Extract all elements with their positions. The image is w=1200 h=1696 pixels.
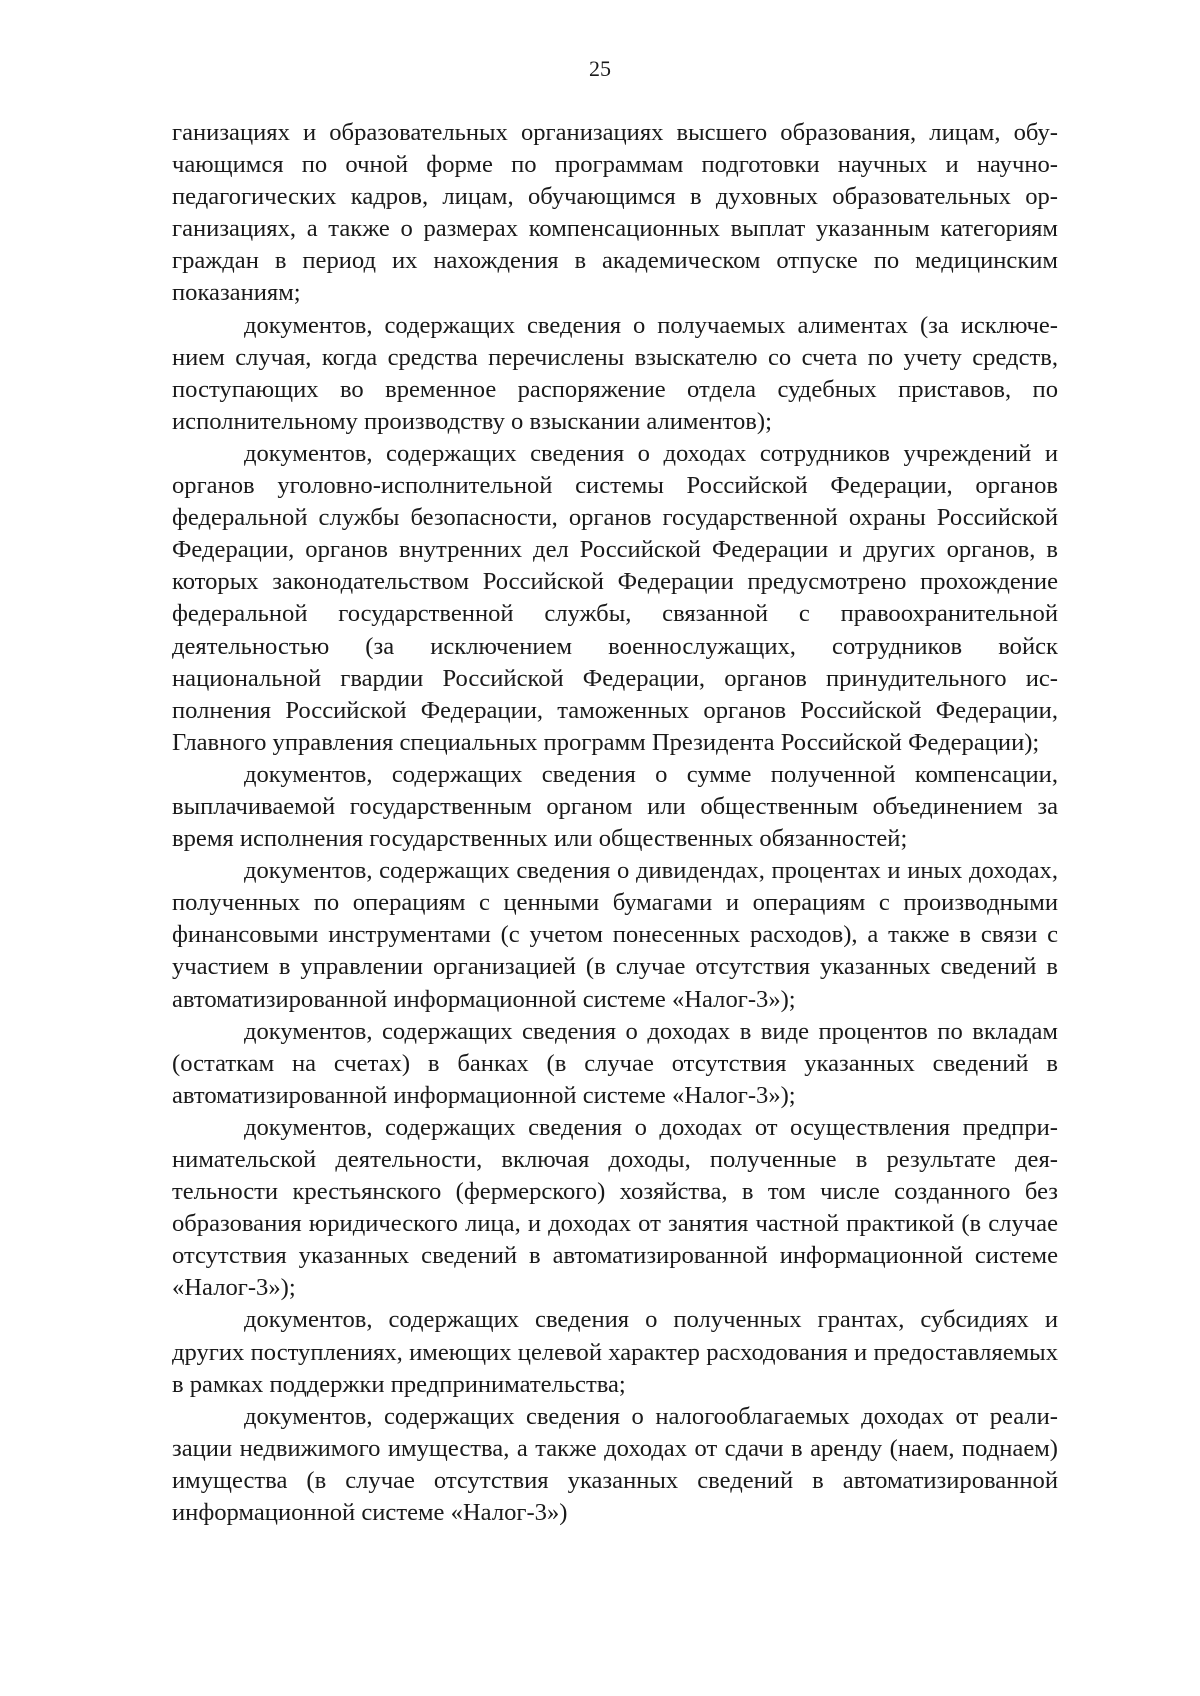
paragraph-deposit-interest: документов, содержащих сведения о доходах в виде процентов по вкладам (остаткам на счетах) в банках (в случае отсутствия указанных сведений в автоматизированной информационной системе «Налог-3»); xyxy=(172,1017,1058,1109)
paragraph-law-enforcement-income: документов, содержащих сведения о доходах сотрудников учреждений и органов уголовно-исполнительной системы Российской Федерации, органов федеральной службы безопасности, органов государственной охраны Российской Федерации, органов внутренних дел Российской Федерации и других органов, в которых законодательством Российской Федерации предусмотрено прохождение федеральной государственной службы, связанной с правоохранительной деятельностью (за исключением военнослужащих, сотрудников войск национальной гвардии Российской Федерации, органов принудительного исполнения Российской Федерации, таможенных органов Российской Федерации, Главного управления специальных программ Президента Российской Федерации); xyxy=(172,439,1058,756)
paragraph-continuation: ганизациях и образовательных организациях высшего образования, лицам, обучающимся по очной форме по программам подготовки научных и научно-педагогических кадров, лицам, обучающимся в духовных образовательных организациях, а также о размерах компенсационных выплат указанным категориям граждан в период их нахождения в академическом отпуске по медицинским показаниям; xyxy=(172,119,1058,307)
paragraph-grants: документов, содержащих сведения о полученных грантах, субсидиях и других поступлениях, имеющих целевой характер расходования и предоставляемых в рамках поддержки предпринимательства; xyxy=(172,1306,1058,1398)
paragraph-compensation: документов, содержащих сведения о сумме полученной компенсации, выплачиваемой государственным органом или общественным объединением за время исполнения государственных или общественных обязанностей; xyxy=(172,760,1058,853)
page-number: 25 xyxy=(589,56,611,81)
paragraph-property-income: документов, содержащих сведения о налогооблагаемых доходах от реализации недвижимого имущества, а также доходах от сдачи в аренду (наем, поднаем) имущества (в случае отсутствия указанных сведений в автоматизированной информационной системе «Налог-3») xyxy=(172,1402,1058,1527)
paragraph-alimony: документов, содержащих сведения о получаемых алиментах (за исключением случая, когда средства перечислены взыскателю со счета по учету средств, поступающих во временное распоряжение отдела судебных приставов, по исполнительному производству о взыскании алиментов); xyxy=(172,311,1058,435)
paragraph-business-income: документов, содержащих сведения о доходах от осуществления предпринимательской деятельности, включая доходы, полученные в результате деятельности крестьянского (фермерского) хозяйства, в том числе созданного без образования юридического лица, и доходах от занятия частной практикой (в случае отсутствия указанных сведений в автоматизированной информационной системе «Налог-3»); xyxy=(172,1113,1058,1302)
paragraph-dividends: документов, содержащих сведения о дивидендах, процентах и иных доходах, полученных по операциям с ценными бумагами и операциям с производными финансовыми инструментами (с учетом понесенных расходов), а также в связи с участием в управлении организацией (в случае отсутствия указанных сведений в автоматизированной информационной системе «Налог-3»); xyxy=(172,857,1058,1013)
body-text xyxy=(172,117,1058,1529)
